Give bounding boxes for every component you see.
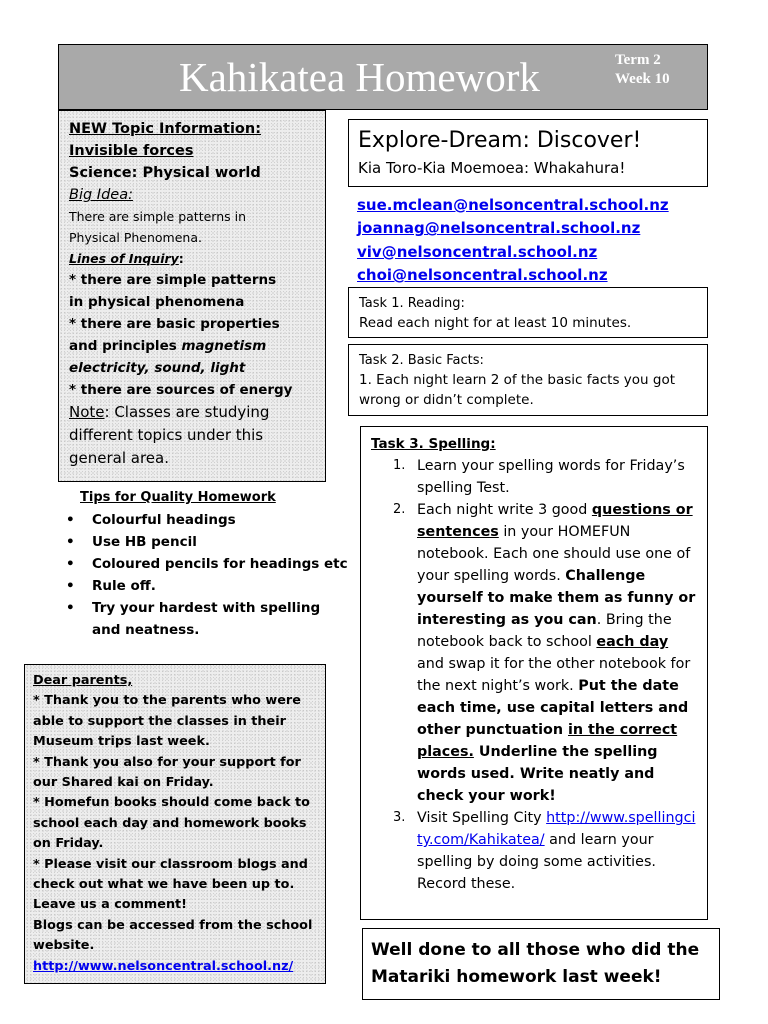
note-line-2: different topics under this (69, 426, 264, 444)
list-item: • Try your hardest with spelling and neatness. (60, 597, 350, 641)
explore-subtitle: Kia Toro-Kia Moemoea: Whakahura! (358, 159, 626, 177)
tips-list (60, 509, 350, 641)
inquiry-1a: * there are simple patterns (69, 272, 277, 288)
email-list (357, 194, 669, 288)
week-label: Week 10 (615, 71, 670, 87)
tips-heading: Tips for Quality Homework (80, 490, 276, 505)
list-item: • Colourful headings (60, 509, 350, 531)
inquiry-2a: * there are basic properties (69, 316, 280, 332)
parents-note-box (24, 664, 326, 984)
topic-heading: NEW Topic Information: (69, 121, 262, 137)
note-line-1: Note: Classes are studying (69, 403, 270, 421)
task-1-heading: Task 1. Reading: (359, 296, 465, 311)
topic-info-box (58, 110, 326, 482)
big-idea-label: Big Idea: (69, 187, 133, 203)
inquiry-2c: electricity, sound, light (69, 360, 246, 376)
list-item: • Coloured pencils for headings etc (60, 553, 350, 575)
task-1-body: Read each night for at least 10 minutes. (359, 315, 632, 331)
big-idea-line-1: There are simple patterns in (69, 209, 247, 224)
note-line-3: general area. (69, 449, 169, 467)
task-1-box (348, 287, 708, 338)
explore-title: Explore-Dream: Discover! (358, 128, 642, 153)
email-link[interactable]: viv@nelsoncentral.school.nz (357, 242, 598, 261)
topic-name: Invisible forces (69, 143, 194, 159)
task-2-box (348, 344, 708, 416)
email-link[interactable]: choi@nelsoncentral.school.nz (357, 266, 608, 285)
school-website-link[interactable]: http://www.nelsoncentral.school.nz/ (33, 958, 294, 974)
email-link[interactable]: sue.mclean@nelsoncentral.school.nz (357, 196, 669, 214)
task-3-list (371, 455, 697, 895)
science-strand: Science: Physical world (69, 165, 261, 181)
list-item: 2. Each night write 3 good questions or sentences in your HOMEFUN notebook. Each one should use one of your spelling words. Challenge yourself to make them as funny or interesting as you can. Bring the notebook back to school each day and swap it for the other notebook for the next night’s work. Put the date each time, use capital letters and other punctuation in the correct places. Underline the spelling words used. Write neatly and check your work! (393, 502, 696, 804)
parents-para-3: * Homefun books should come back to school each day and homework books on Friday. (33, 795, 310, 852)
big-idea-line-2: Physical Phenomena. (69, 230, 202, 245)
email-link[interactable]: joannag@nelsoncentral.school.nz (357, 219, 641, 238)
inquiry-label: Lines of Inquiry (69, 251, 179, 266)
task-2-heading: Task 2. Basic Facts: (359, 353, 484, 368)
task-3-box (360, 426, 708, 920)
list-item: 3. Visit Spelling City http://www.spellingcity.com/Kahikatea/ and learn your spelling by doing some activities. Record these. (393, 810, 696, 892)
task-2-body: 1. Each night learn 2 of the basic facts you got wrong or didn’t complete. (359, 372, 676, 408)
list-item: • Rule off. (60, 575, 350, 597)
parents-greeting: Dear parents, (33, 673, 133, 688)
explore-box (348, 119, 708, 187)
list-item: • Use HB pencil (60, 531, 350, 553)
parents-para-1: * Thank you to the parents who were able to support the classes in their Museum trips last week. (33, 693, 301, 750)
inquiry-1b: in physical phenomena (69, 294, 245, 310)
note-label: Note (69, 403, 105, 421)
inquiry-2b: and principles magnetism (69, 338, 267, 354)
term-label: Term 2 (615, 52, 661, 68)
header-banner (58, 44, 708, 110)
inquiry-label-line: Lines of Inquiry: (69, 251, 184, 266)
page-title: Kahikatea Homework (179, 54, 540, 100)
parents-para-5: Blogs can be accessed from the school website. (33, 917, 313, 954)
well-done-box: Well done to all those who did the Matariki homework last week! (362, 928, 720, 1000)
inquiry-3: * there are sources of energy (69, 382, 293, 398)
list-item: 1. Learn your spelling words for Friday’s spelling Test. (393, 458, 685, 496)
parents-para-2: * Thank you also for your support for our Shared kai on Friday. (33, 754, 301, 791)
tips-section (60, 488, 350, 641)
spelling-city-link[interactable]: http://www.spellingcity.com/Kahikatea/ (417, 810, 696, 848)
task-3-heading: Task 3. Spelling: (371, 436, 496, 452)
term-week-label (615, 51, 670, 89)
parents-para-4: * Please visit our classroom blogs and check out what we have been up to. Leave us a comment! (33, 856, 308, 913)
